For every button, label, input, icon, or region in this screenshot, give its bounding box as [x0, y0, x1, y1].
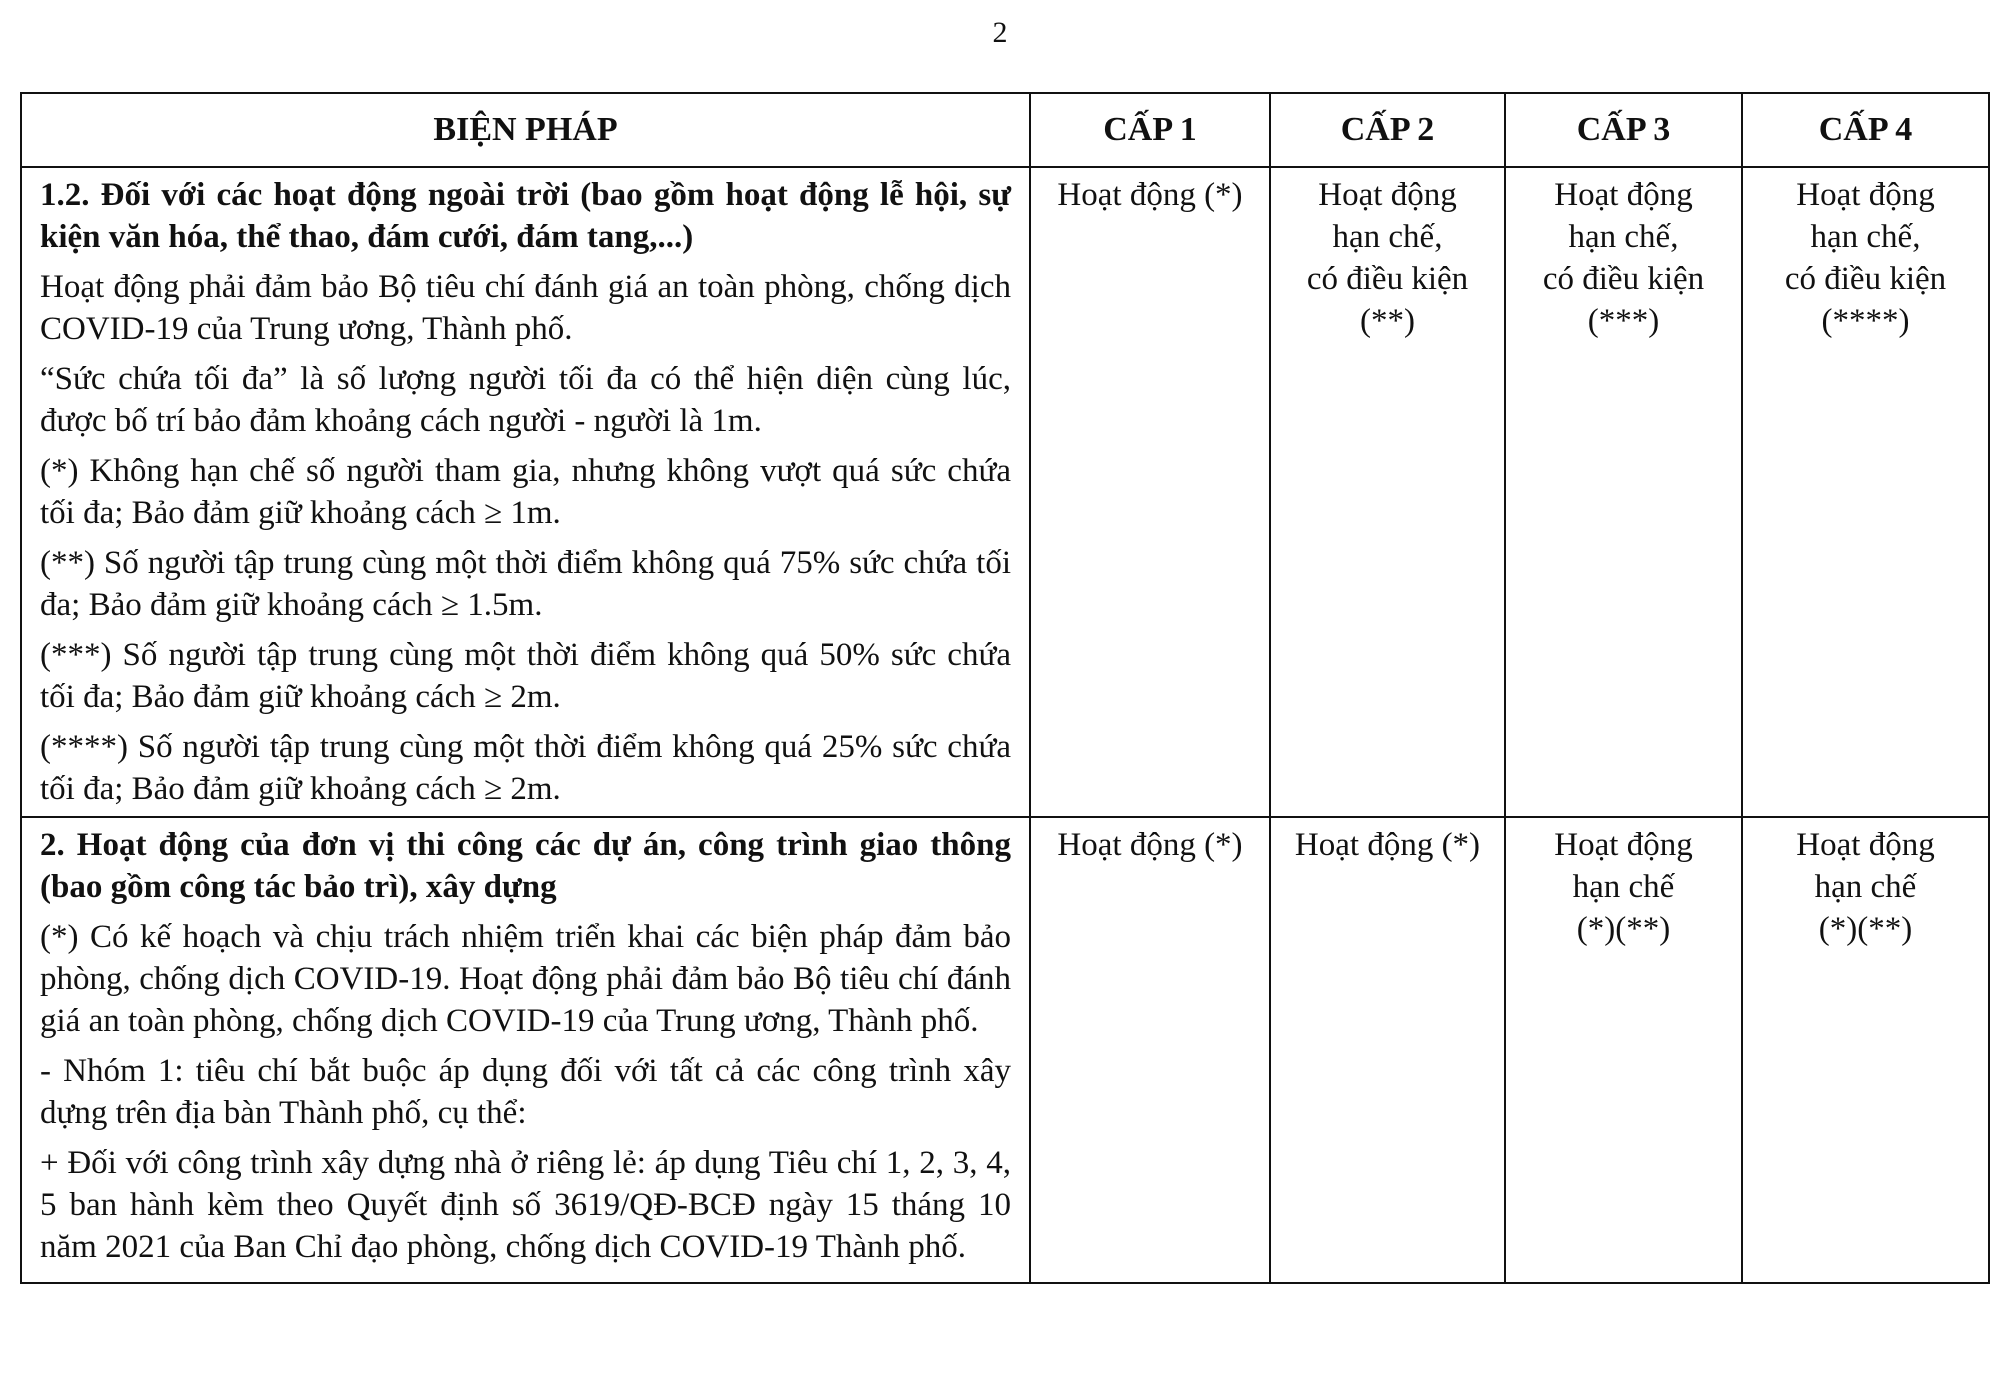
measures-table: [20, 92, 1990, 1284]
measure-heading: 1.2. Đối với các hoạt động ngoài trời (bao gồm hoạt động lễ hội, sự kiện văn hóa, thể thao, đám cưới, đám tang,...): [40, 177, 1011, 255]
level-text: Hoạt động: [1796, 177, 1935, 213]
measure-paragraph: “Sức chứa tối đa” là số lượng người tối đa có thể hiện diện cùng lúc, được bố trí bảo đảm khoảng cách người - người là 1m.: [40, 361, 1011, 439]
table-row: [21, 817, 1989, 1283]
level-1-cell: [1030, 167, 1270, 817]
level-text: hạn chế,: [1332, 219, 1443, 255]
level-text: hạn chế: [1814, 869, 1917, 905]
measure-paragraph: + Đối với công trình xây dựng nhà ở riêng lẻ: áp dụng Tiêu chí 1, 2, 3, 4, 5 ban hành kèm theo Quyết định số 3619/QĐ-BCĐ ngày 15 tháng 10 năm 2021 của Ban Chỉ đạo phòng, chống dịch COVID-19 Thành phố.: [40, 1145, 1011, 1265]
level-text: Hoạt động (*): [1057, 827, 1243, 863]
level-text: Hoạt động: [1796, 827, 1935, 863]
level-text: (**): [1360, 303, 1415, 339]
level-text: có điều kiện: [1542, 261, 1705, 297]
level-text: hạn chế: [1572, 869, 1675, 905]
header-measure: BIỆN PHÁP: [21, 93, 1030, 167]
level-text: hạn chế,: [1810, 219, 1921, 255]
level-text: Hoạt động (*): [1057, 177, 1243, 213]
header-level-4: CẤP 4: [1742, 93, 1989, 167]
measure-paragraph: (*) Không hạn chế số người tham gia, nhưng không vượt quá sức chứa tối đa; Bảo đảm giữ khoảng cách ≥ 1m.: [40, 453, 1011, 531]
measure-paragraph: (**) Số người tập trung cùng một thời điểm không quá 75% sức chứa tối đa; Bảo đảm giữ khoảng cách ≥ 1.5m.: [40, 545, 1011, 623]
level-text: Hoạt động: [1554, 827, 1693, 863]
level-3-cell: [1505, 817, 1742, 1283]
measure-cell: [21, 167, 1030, 817]
measure-cell: [21, 817, 1030, 1283]
table-row: [21, 167, 1989, 817]
header-level-3: CẤP 3: [1505, 93, 1742, 167]
level-text: (****): [1821, 303, 1910, 339]
level-text: Hoạt động (*): [1294, 827, 1481, 863]
level-text: (*)(**): [1576, 911, 1671, 947]
level-text: (*)(**): [1818, 911, 1913, 947]
level-4-cell: [1742, 817, 1989, 1283]
level-text: có điều kiện: [1784, 261, 1947, 297]
page-number: 2: [992, 16, 1008, 49]
header-level-1: CẤP 1: [1030, 93, 1270, 167]
measure-paragraph: (***) Số người tập trung cùng một thời điểm không quá 50% sức chứa tối đa; Bảo đảm giữ khoảng cách ≥ 2m.: [40, 637, 1011, 715]
level-text: hạn chế,: [1568, 219, 1679, 255]
level-3-cell: [1505, 167, 1742, 817]
level-2-cell: [1270, 817, 1505, 1283]
measure-paragraph: Hoạt động phải đảm bảo Bộ tiêu chí đánh giá an toàn phòng, chống dịch COVID-19 của Trung ương, Thành phố.: [40, 269, 1011, 347]
level-text: có điều kiện: [1306, 261, 1469, 297]
measure-heading: 2. Hoạt động của đơn vị thi công các dự án, công trình giao thông (bao gồm công tác bảo trì), xây dựng: [40, 827, 1011, 905]
level-text: Hoạt động: [1554, 177, 1693, 213]
level-1-cell: [1030, 817, 1270, 1283]
measure-paragraph: (****) Số người tập trung cùng một thời điểm không quá 25% sức chứa tối đa; Bảo đảm giữ khoảng cách ≥ 2m.: [40, 729, 1011, 807]
level-text: Hoạt động: [1318, 177, 1457, 213]
header-level-2: CẤP 2: [1270, 93, 1505, 167]
table-header-row: [21, 93, 1989, 167]
level-4-cell: [1742, 167, 1989, 817]
measure-paragraph: - Nhóm 1: tiêu chí bắt buộc áp dụng đối với tất cả các công trình xây dựng trên địa bàn Thành phố, cụ thể:: [40, 1053, 1011, 1131]
level-2-cell: [1270, 167, 1505, 817]
measure-paragraph: (*) Có kế hoạch và chịu trách nhiệm triển khai các biện pháp đảm bảo phòng, chống dịch COVID-19. Hoạt động phải đảm bảo Bộ tiêu chí đánh giá an toàn phòng, chống dịch COVID-19 của Trung ương, Thành phố.: [40, 919, 1011, 1039]
level-text: (***): [1587, 303, 1660, 339]
